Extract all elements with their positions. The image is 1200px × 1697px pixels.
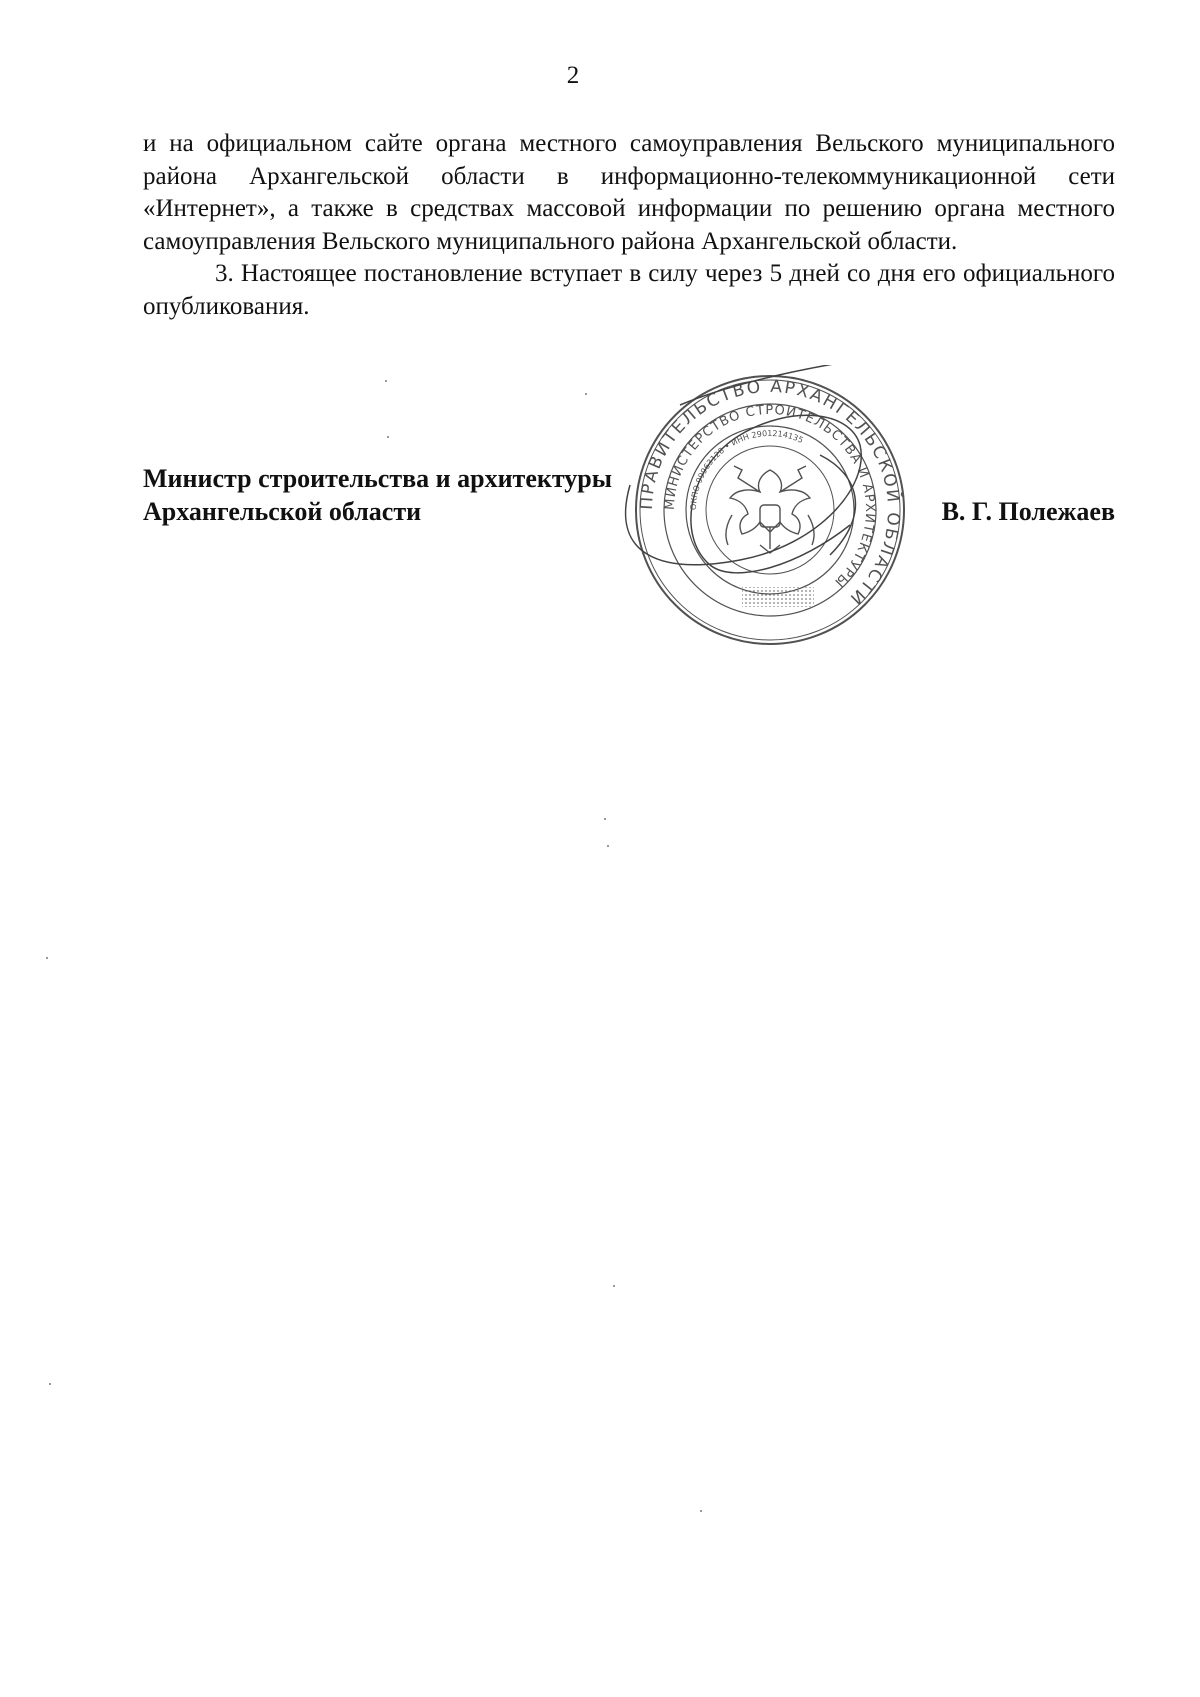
scan-speck bbox=[385, 380, 387, 382]
scan-speck bbox=[604, 818, 606, 820]
signatory-name: В. Г. Полежаев bbox=[941, 497, 1115, 526]
scan-speck bbox=[387, 436, 389, 438]
signatory-title-line-1: Министр строительства и архитектуры bbox=[143, 464, 613, 493]
scan-speck bbox=[607, 845, 609, 847]
document-body bbox=[143, 128, 1115, 323]
scan-speck bbox=[700, 1510, 702, 1512]
stamp-outer-text: ПРАВИТЕЛЬСТВО АРХАНГЕЛЬСКОЙ ОБЛАСТИ bbox=[636, 376, 904, 610]
stamp-middle-text: МИНИСТЕРСТВО СТРОИТЕЛЬСТВА И АРХИТЕКТУРЫ bbox=[662, 402, 878, 590]
signatory-title-line-2: Архангельской области bbox=[143, 497, 422, 526]
stamp-inner-text: ОКПО 99963128 • ИНН 2901214135 bbox=[688, 428, 805, 511]
paragraph-continuation: и на официальном сайте органа местного самоуправления Вельского муниципального района Архангельской области в информационно-телекоммуникационной сети «Интернет», а также в средствах массовой информации по решению органа местного самоуправления Вельского муниципального района Архангельской области. bbox=[143, 130, 1115, 255]
scan-speck bbox=[613, 1285, 615, 1287]
paragraph-item-3: 3. Настоящее постановление вступает в силу через 5 дней со дня его официального опубликования. bbox=[143, 260, 1115, 320]
page-number: 2 bbox=[566, 62, 580, 89]
scan-speck bbox=[585, 393, 587, 395]
signature-block bbox=[143, 462, 1115, 542]
scan-speck bbox=[49, 1383, 51, 1385]
scan-speck bbox=[46, 957, 48, 959]
signatory-title bbox=[143, 462, 612, 528]
